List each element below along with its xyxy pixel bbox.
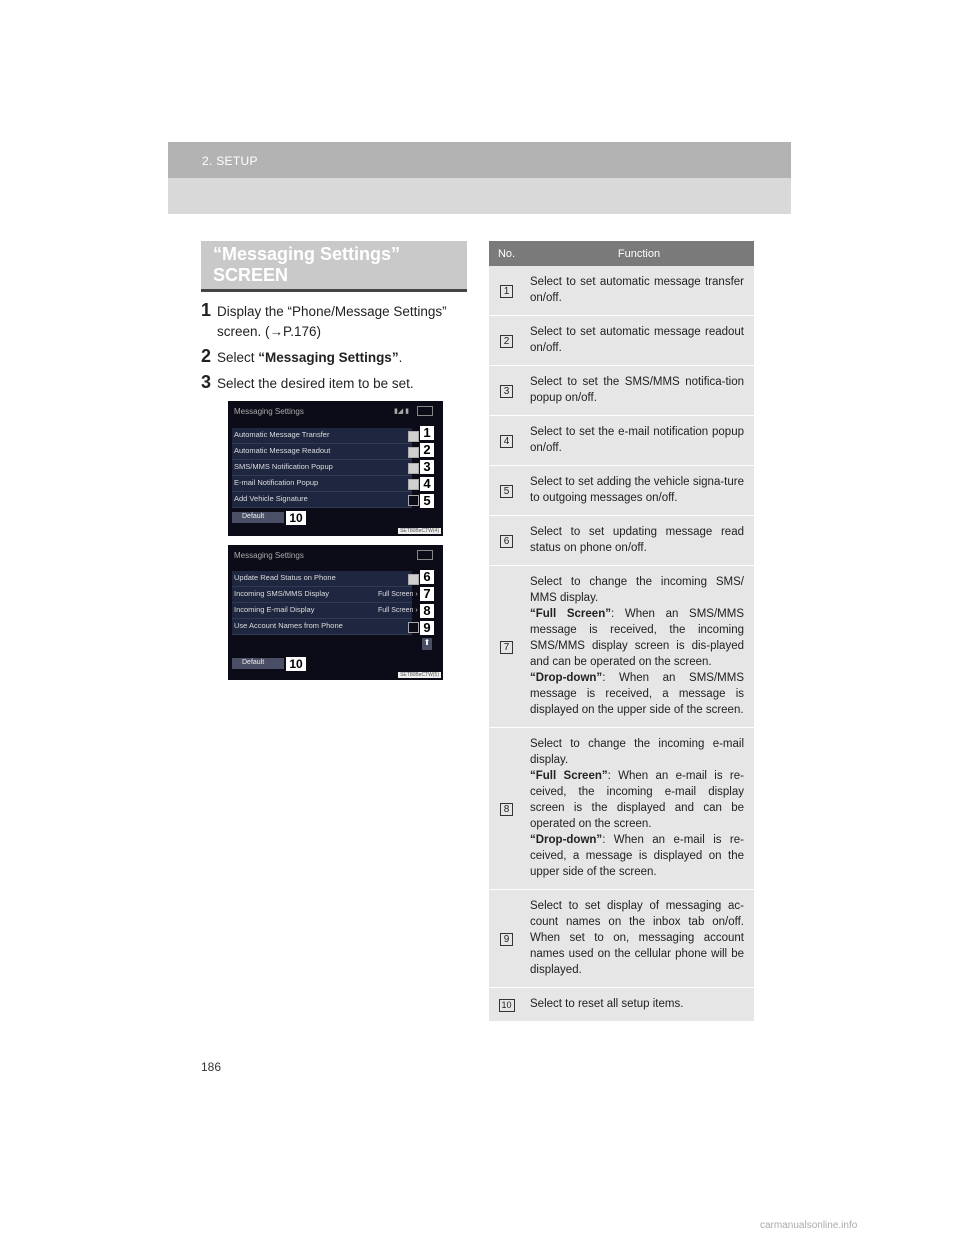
item-number: 5 xyxy=(500,485,513,498)
image-code: SET80BeCTW(5) xyxy=(400,672,439,678)
callout-badge: 9 xyxy=(420,621,434,635)
setting-row: Add Vehicle Signature xyxy=(232,492,412,508)
back-icon xyxy=(417,550,433,560)
section-title-line1: “Messaging Settings” xyxy=(213,244,401,264)
section-title-line2: SCREEN xyxy=(213,265,289,285)
step-text: Display the “Phone/Message Settings” xyxy=(217,304,447,319)
function-text: Select to set the SMS/MMS notifica-tion popup on/off. xyxy=(524,366,754,416)
function-text: Select to set updating message read status on phone on/off. xyxy=(524,516,754,566)
checkbox-icon xyxy=(408,495,419,506)
item-number: 1 xyxy=(500,285,513,298)
function-text: Select to set automatic message readout on/off. xyxy=(524,316,754,366)
function-text: Select to change the incoming e-mail display. “Full Screen”: When an e-mail is re-ceived, the incoming e-mail display screen is the displayed and can be operated on the screen. “Drop-down”: When an e-mail is re-ceived, a message is displayed on the upper side of the screen. xyxy=(524,728,754,890)
item-number: 7 xyxy=(500,641,513,654)
function-text: Select to set adding the vehicle signa-ture to outgoing messages on/off. xyxy=(524,466,754,516)
checkbox-icon xyxy=(408,447,419,458)
step-text: Select the desired item to be set. xyxy=(217,376,414,391)
item-number: 6 xyxy=(500,535,513,548)
step-1 xyxy=(201,300,471,342)
function-text: Select to reset all setup items. xyxy=(524,988,754,1022)
step-text-end: . xyxy=(398,350,403,365)
checkbox-icon xyxy=(408,463,419,474)
callout-badge: 10 xyxy=(286,511,306,525)
setting-row: Automatic Message Transfer xyxy=(232,428,412,444)
step-number: 1 xyxy=(201,300,212,320)
default-button: Default xyxy=(232,512,284,523)
checkbox-icon xyxy=(408,574,419,585)
function-text: Select to set automatic message transfer on/off. xyxy=(524,266,754,316)
checkbox-icon xyxy=(408,479,419,490)
column-header-no: No. xyxy=(489,241,524,266)
step-text: Select xyxy=(217,350,259,365)
table-row xyxy=(489,566,754,728)
page-number: 186 xyxy=(201,1060,222,1074)
callout-badge: 10 xyxy=(286,657,306,671)
step-bold: “Messaging Settings” xyxy=(258,350,399,365)
callout-badge: 2 xyxy=(420,443,434,457)
function-text: Select to change the incoming SMS/ MMS display. “Full Screen”: When an SMS/MMS message is received, the incoming SMS/MMS display screen is dis-played and can be operated on the screen. “Drop-down”: When an SMS/MMS message is received, a message is displayed on the upper side of the screen. xyxy=(524,566,754,728)
callout-badge: 3 xyxy=(420,460,434,474)
default-button: Default xyxy=(232,658,284,669)
callout-badge: 4 xyxy=(420,477,434,491)
scroll-up-icon: ⬆ xyxy=(422,638,432,650)
function-table xyxy=(489,241,754,1022)
step-text-cont: screen. (→P.176) xyxy=(217,324,322,339)
column-header-function: Function xyxy=(524,241,754,266)
item-number: 4 xyxy=(500,435,513,448)
callout-badge: 8 xyxy=(420,604,434,618)
setting-row: E-mail Notification Popup xyxy=(232,476,412,492)
step-2 xyxy=(201,346,471,368)
callout-badge: 5 xyxy=(420,494,434,508)
callout-badge: 6 xyxy=(420,570,434,584)
screen-title: Messaging Settings xyxy=(234,407,304,416)
setting-row: Incoming SMS/MMS Display xyxy=(232,587,412,603)
item-number: 8 xyxy=(500,803,513,816)
table-row xyxy=(489,316,754,366)
back-icon xyxy=(417,406,433,416)
setting-value: Full Screen › xyxy=(378,591,418,598)
table-row xyxy=(489,416,754,466)
step-number: 3 xyxy=(201,372,212,392)
step-3 xyxy=(201,372,471,394)
image-code: SET80BeCTW(4) xyxy=(400,528,439,534)
function-text: Select to set display of messaging ac-count names on the inbox tab on/off. When set to on, messaging account names used on the cellular phone will be displayed. xyxy=(524,890,754,988)
item-number: 9 xyxy=(500,933,513,946)
header-top-strip xyxy=(168,142,791,178)
setting-row: Update Read Status on Phone xyxy=(232,571,412,587)
item-number: 10 xyxy=(499,999,515,1012)
screen-title: Messaging Settings xyxy=(234,551,304,560)
table-row xyxy=(489,516,754,566)
table-header-row xyxy=(489,241,754,266)
table-row xyxy=(489,266,754,316)
signal-icon: ▮◢ ▮ xyxy=(393,408,409,415)
item-number: 2 xyxy=(500,335,513,348)
setting-row: Use Account Names from Phone xyxy=(232,619,412,635)
header-band xyxy=(168,142,791,214)
setting-row: SMS/MMS Notification Popup xyxy=(232,460,412,476)
setting-row: Automatic Message Readout xyxy=(232,444,412,460)
item-number: 3 xyxy=(500,385,513,398)
checkbox-icon xyxy=(408,431,419,442)
setting-row: Incoming E-mail Display xyxy=(232,603,412,619)
table-row xyxy=(489,890,754,988)
step-number: 2 xyxy=(201,346,212,366)
table-row xyxy=(489,466,754,516)
watermark-footer: carmanualsonline.info xyxy=(760,1220,858,1231)
table-row xyxy=(489,988,754,1022)
section-title-box xyxy=(201,241,467,292)
table-row xyxy=(489,728,754,890)
function-text: Select to set the e-mail notification popup on/off. xyxy=(524,416,754,466)
table-row xyxy=(489,366,754,416)
screenshot-messaging-settings-1 xyxy=(228,401,443,536)
setting-value: Full Screen › xyxy=(378,607,418,614)
section-breadcrumb: 2. SETUP xyxy=(202,154,258,168)
callout-badge: 1 xyxy=(420,426,434,440)
screenshot-messaging-settings-2 xyxy=(228,545,443,680)
checkbox-icon xyxy=(408,622,419,633)
callout-badge: 7 xyxy=(420,587,434,601)
